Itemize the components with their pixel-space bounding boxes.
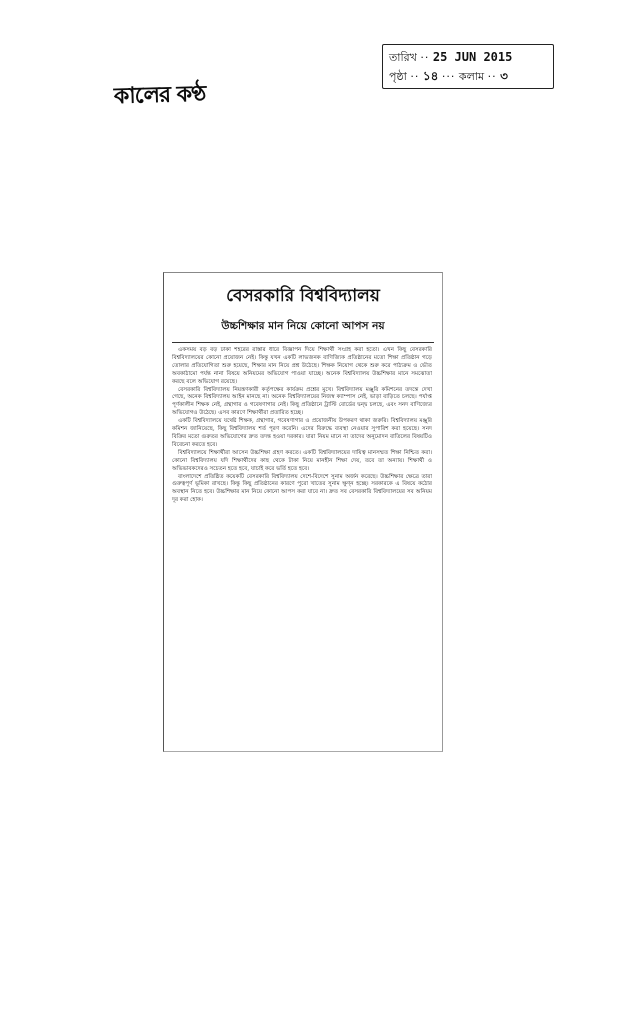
stamp-page-row: পৃষ্ঠা ·· ১৪ ··· কলাম ·· ৩ [389,69,508,83]
article-headline: বেসরকারি বিশ্ববিদ্যালয় [226,286,380,306]
stamp-date-value: 25 JUN 2015 [432,50,513,64]
archive-date-stamp [382,44,554,89]
newspaper-clipping [163,272,443,752]
article-paragraph: একসময় বড় বড় ঢাকা শহরের রাস্তার ধারে বিজ্ঞাপন দিয়ে শিক্ষার্থী সংগ্রহ করা হতো। এখন কিছু বেসরকারি বিশ্ববিদ্যালয়ের কোনো প্রয়োজন নেই। কিন্তু যখন একটি লাভজনক বাণিজ্যিক প্রতিষ্ঠানের মতো শিক্ষা প্রতিষ্ঠান গড়ে তোলার প্রতিযোগিতা শুরু হয়েছে, শিক্ষার মান নিয়ে প্রশ্ন উঠেছে। শিক্ষক নিয়োগ থেকে শুরু করে পাঠ্যক্রম ও ভৌত অবকাঠামো পর্যন্ত নানা বিষয়ে অনিয়মের অভিযোগ পাওয়া যাচ্ছে। অনেক বিশ্ববিদ্যালয় উচ্চশিক্ষার মানে সমঝোতা করছে বলে অভিযোগ রয়েছে। [172,347,432,385]
headline-divider [172,342,434,343]
article-paragraph: বাংলাদেশে প্রতিষ্ঠিত কয়েকটি বেসরকারি বিশ্ববিদ্যালয় দেশে-বিদেশে সুনাম অর্জন করেছে। উচ্চশিক্ষার ক্ষেত্রে তারা গুরুত্বপূর্ণ ভূমিকা রাখছে। কিন্তু কিছু প্রতিষ্ঠানের কারণে পুরো খাতের সুনাম ক্ষুণ্ন হচ্ছে। সরকারকে এ বিষয়ে কঠোর অবস্থান নিতে হবে। উচ্চশিক্ষার মান নিয়ে কোনো আপস করা যাবে না। দ্রুত সব বেসরকারি বিশ্ববিদ্যালয়ের সব অনিয়ম দূর করা হোক। [172,473,432,504]
article-paragraph: বিশ্ববিদ্যালয়ে শিক্ষার্থীরা আসেন উচ্চশিক্ষা গ্রহণ করতে। একটি বিশ্ববিদ্যালয়ের দায়িত্ব মানসম্মত শিক্ষা নিশ্চিত করা। কোনো বিশ্ববিদ্যালয় যদি শিক্ষার্থীদের কাছ থেকে টাকা নিয়ে মানহীন শিক্ষা দেয়, তবে তা অন্যায়। শিক্ষার্থী ও অভিভাবকদেরও সচেতন হতে হবে, যাচাই করে ভর্তি হতে হবে। [172,449,432,472]
article-paragraph: বেসরকারি বিশ্ববিদ্যালয় নিয়ন্ত্রণকারী কর্তৃপক্ষের কার্যক্রম প্রশ্নের মুখে। বিশ্ববিদ্যালয় মঞ্জুরি কমিশনের তদন্তে দেখা গেছে, অনেক বিশ্ববিদ্যালয় আইন মানছে না। অনেক বিশ্ববিদ্যালয়ের নিজস্ব ক্যাম্পাস নেই, ভাড়া বাড়িতে চলছে। পর্যাপ্ত পূর্ণকালীন শিক্ষক নেই, গ্রন্থাগার ও গবেষণাগার নেই। কিছু প্রতিষ্ঠানে ট্রাস্টি বোর্ডের দ্বন্দ্ব চলছে, এবং সনদ বাণিজ্যের অভিযোগও উঠেছে। এসব কারণে শিক্ষার্থীরা প্রতারিত হচ্ছে। [172,386,432,417]
stamp-column-label: কলাম [458,70,485,83]
stamp-date-label: তারিখ [389,51,417,64]
stamp-date-row: তারিখ ·· 25 JUN 2015 [389,50,513,64]
article-body [164,347,442,505]
newspaper-masthead: কালের কণ্ঠ [113,80,206,110]
article-paragraph: একটি বিশ্ববিদ্যালয়ে যথেষ্ট শিক্ষক, গ্রন্থাগার, গবেষণাগার ও প্রয়োজনীয় উপকরণ থাকা জরুরি। বিশ্ববিদ্যালয় মঞ্জুরি কমিশন জানিয়েছে, কিছু বিশ্ববিদ্যালয় শর্ত পূরণ করেনি। এদের বিরুদ্ধে ব্যবস্থা নেওয়ার সুপারিশ করা হয়েছে। সনদ বিক্রির মতো গুরুতর অভিযোগের দ্রুত তদন্ত হওয়া দরকার। যারা নিয়ম মানে না তাদের অনুমোদন বাতিলের বিষয়টিও বিবেচনা করতে হবে। [172,418,432,448]
stamp-column-value: ৩ [500,69,508,83]
stamp-page-value: ১৪ [422,69,439,83]
article-subheadline: উচ্চশিক্ষার মান নিয়ে কোনো আপস নয় [221,320,385,332]
stamp-page-label: পৃষ্ঠা [389,70,407,83]
